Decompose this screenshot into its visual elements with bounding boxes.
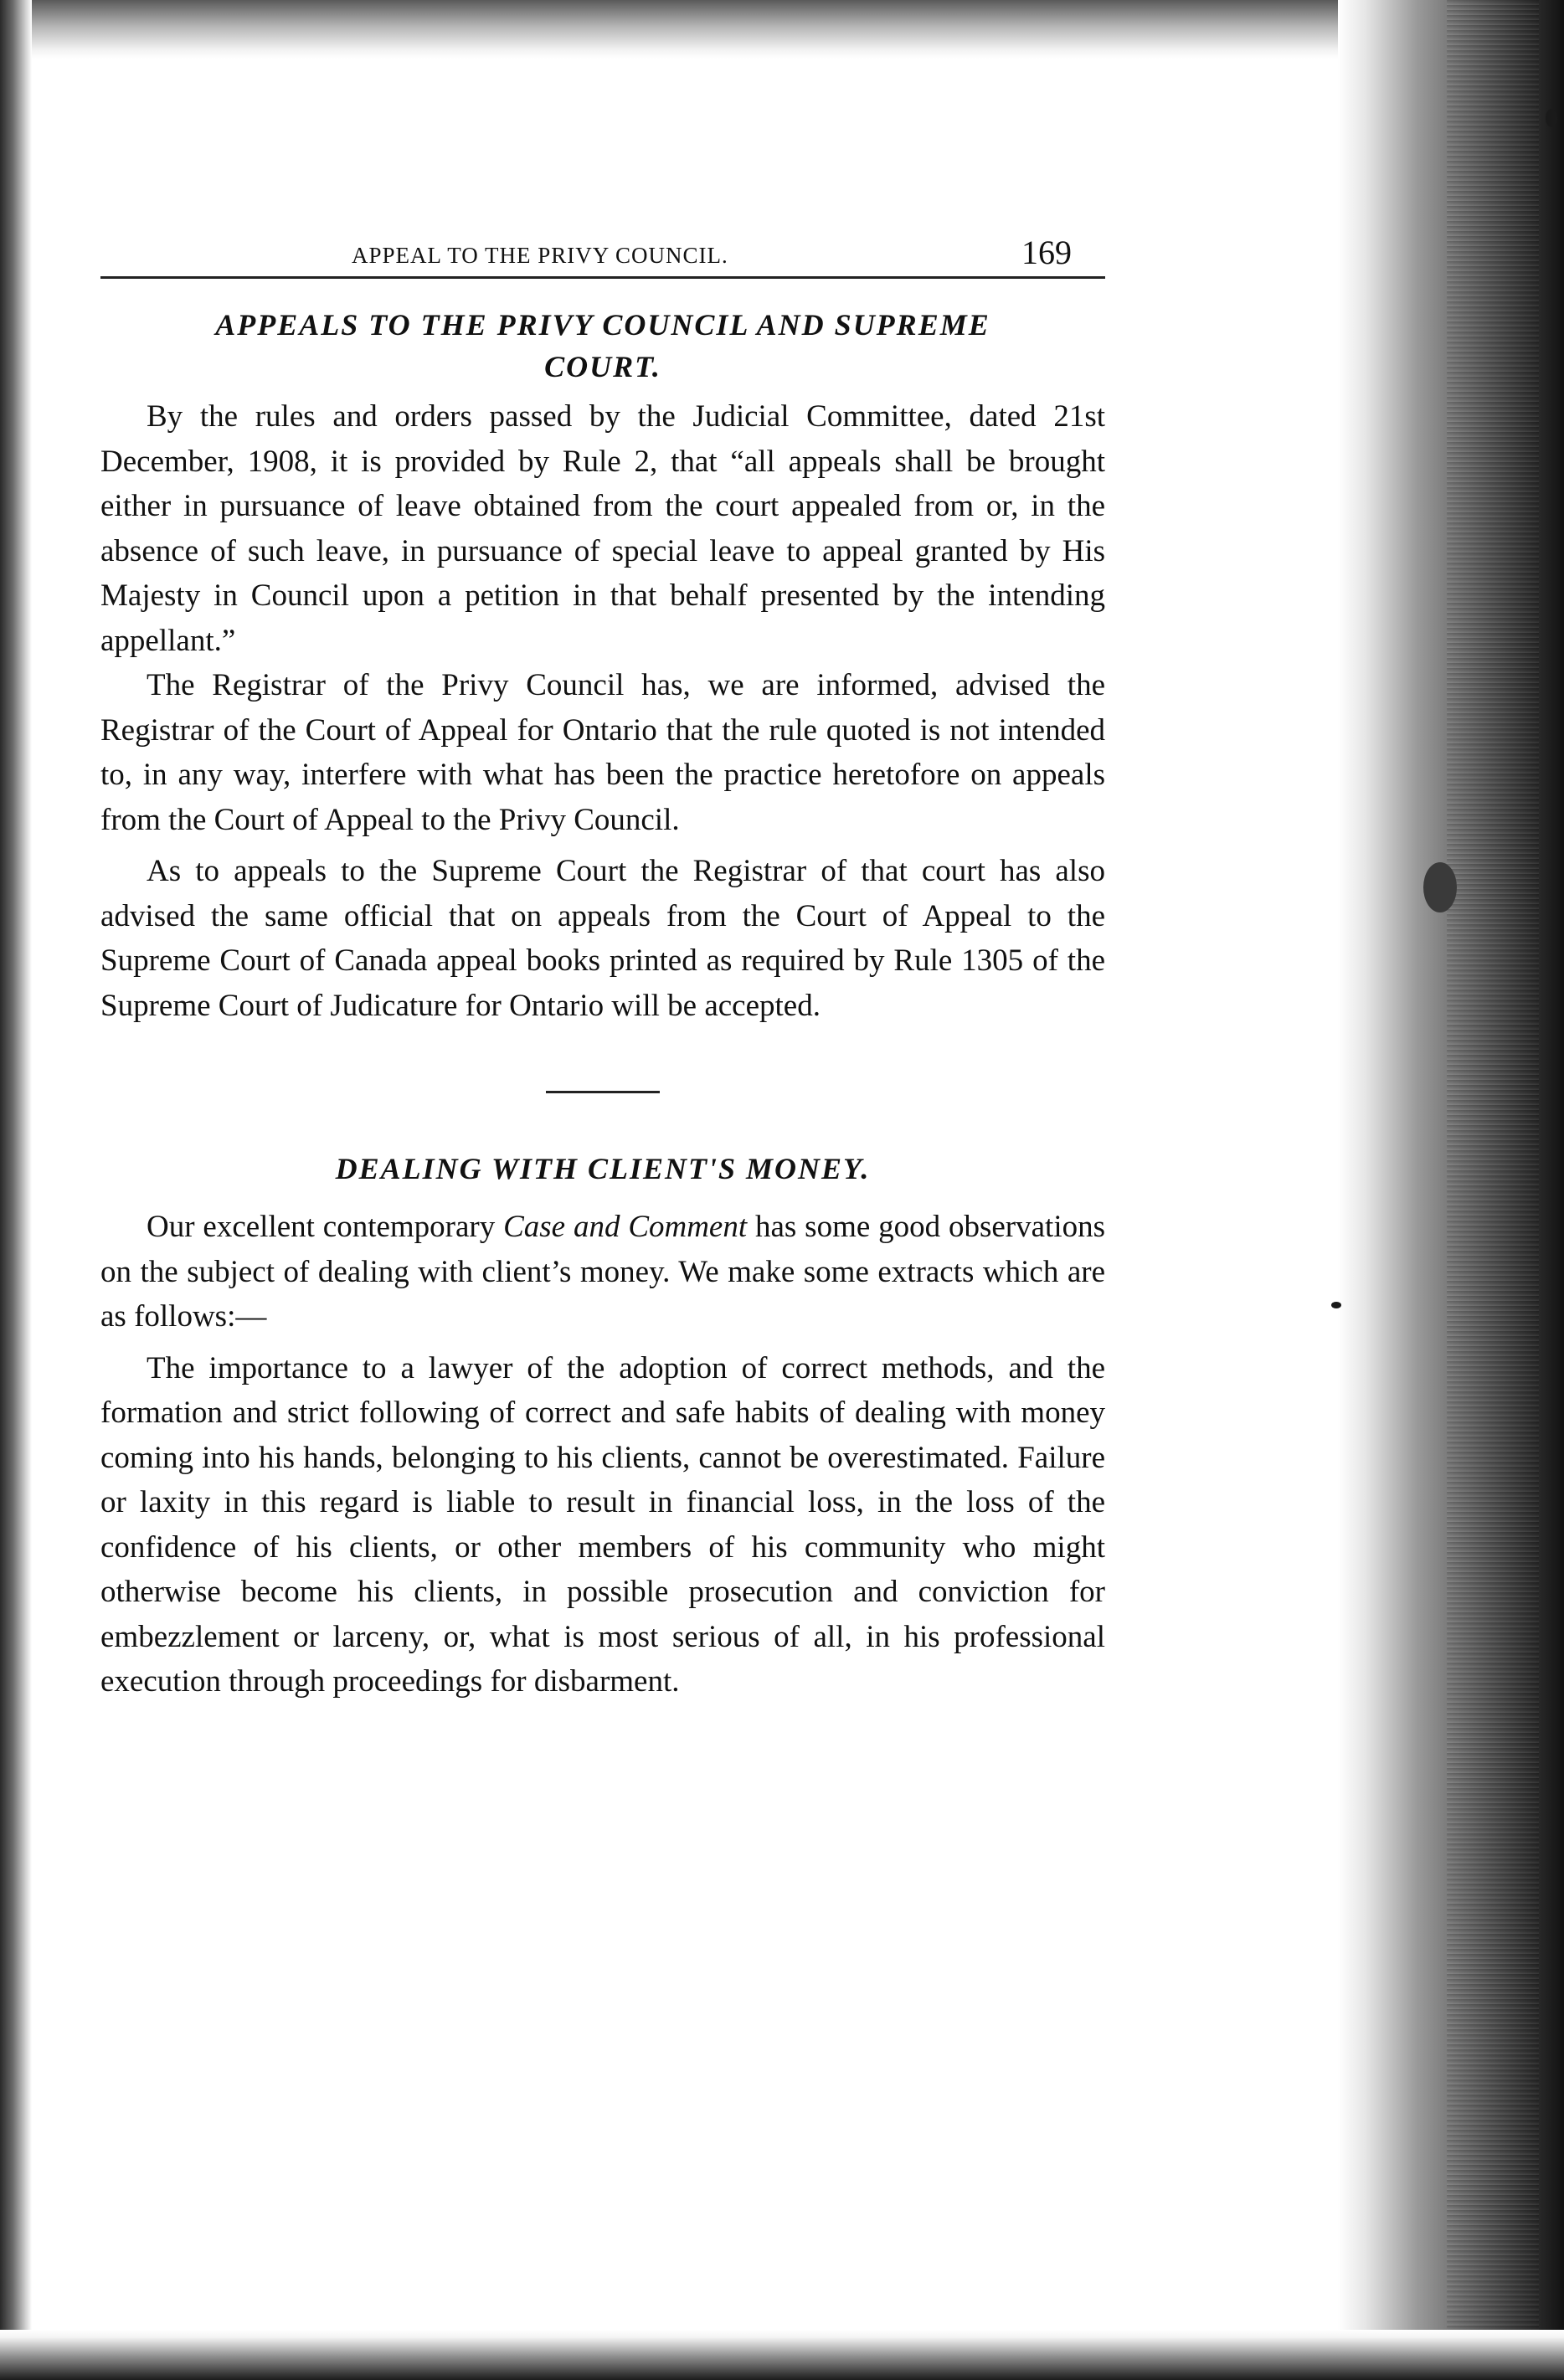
intro-paragraph — [100, 1205, 1105, 1339]
publication-title: Case and Comment — [503, 1210, 748, 1244]
paragraph: The importance to a lawyer of the adoption of correct methods, and the formation and strict following of correct and safe habits of dealing with money coming into his hands, belonging to his clients, cannot be overestimated. Failure or laxity in this regard is liable to result in financial loss, in the loss of the confidence of his clients, or other members of his community who might otherwise become his clients, in possible prosecution and conviction for embezzlement or larceny, or, what is most serious of all, in his professional execution through proceedings for disbarment. — [100, 1350, 1105, 1699]
paragraph: The Registrar of the Privy Council has, we are informed, advised the Registrar of the Court of Appeal for Ontario that the rule quoted is not intended to, in any way, interfere with what has been the practice heretofore on appeals from the Court of Appeal to the Privy Council. — [100, 668, 1105, 837]
page-content — [100, 226, 1105, 1704]
scan-edge-bottom — [0, 2330, 1564, 2380]
scan-speck — [1546, 109, 1557, 127]
scan-edge-top — [0, 0, 1564, 59]
scan-speck — [1331, 1302, 1341, 1308]
section-divider — [546, 1091, 660, 1093]
intro-text: has some good observations on the subject of dealing with client’s money. We make some extracts which are as follows:— — [100, 1210, 1105, 1334]
section-heading-continued: COURT. — [544, 350, 661, 383]
paragraph: As to appeals to the Supreme Court the Registrar of that court has also advised the same official that on appeals from the Court of Appeal to the Supreme Court of Canada appeal books printed as required by Rule 1305 of the Supreme Court of Judicature for Ontario will be accepted. — [100, 854, 1105, 1023]
running-head-title: APPEAL TO THE PRIVY COUNCIL. — [352, 243, 728, 268]
section-heading: DEALING WITH CLIENT'S MONEY. — [335, 1152, 871, 1185]
running-head — [100, 226, 1105, 279]
scan-speck — [1423, 862, 1457, 912]
scan-edge-left — [0, 0, 32, 2380]
intro-text: Our excellent contemporary — [147, 1210, 504, 1244]
section-clients-money — [100, 1148, 1105, 1704]
paragraph: By the rules and orders passed by the Judicial Committee, dated 21st December, 1908, it is provided by Rule 2, that “all appeals shall be brought either in pursuance of leave obtained from the court appealed from or, in the absence of such leave, in pursuance of special leave to appeal granted by His Majesty in Council upon a petition in that behalf presented by the intending appellant.” — [100, 399, 1105, 658]
section-appeals — [100, 304, 1105, 1028]
section-heading: APPEALS TO THE PRIVY COUNCIL AND SUPREME — [215, 308, 990, 342]
scan-edge-right-texture — [1447, 0, 1539, 2380]
page-number: 169 — [1021, 234, 1072, 271]
